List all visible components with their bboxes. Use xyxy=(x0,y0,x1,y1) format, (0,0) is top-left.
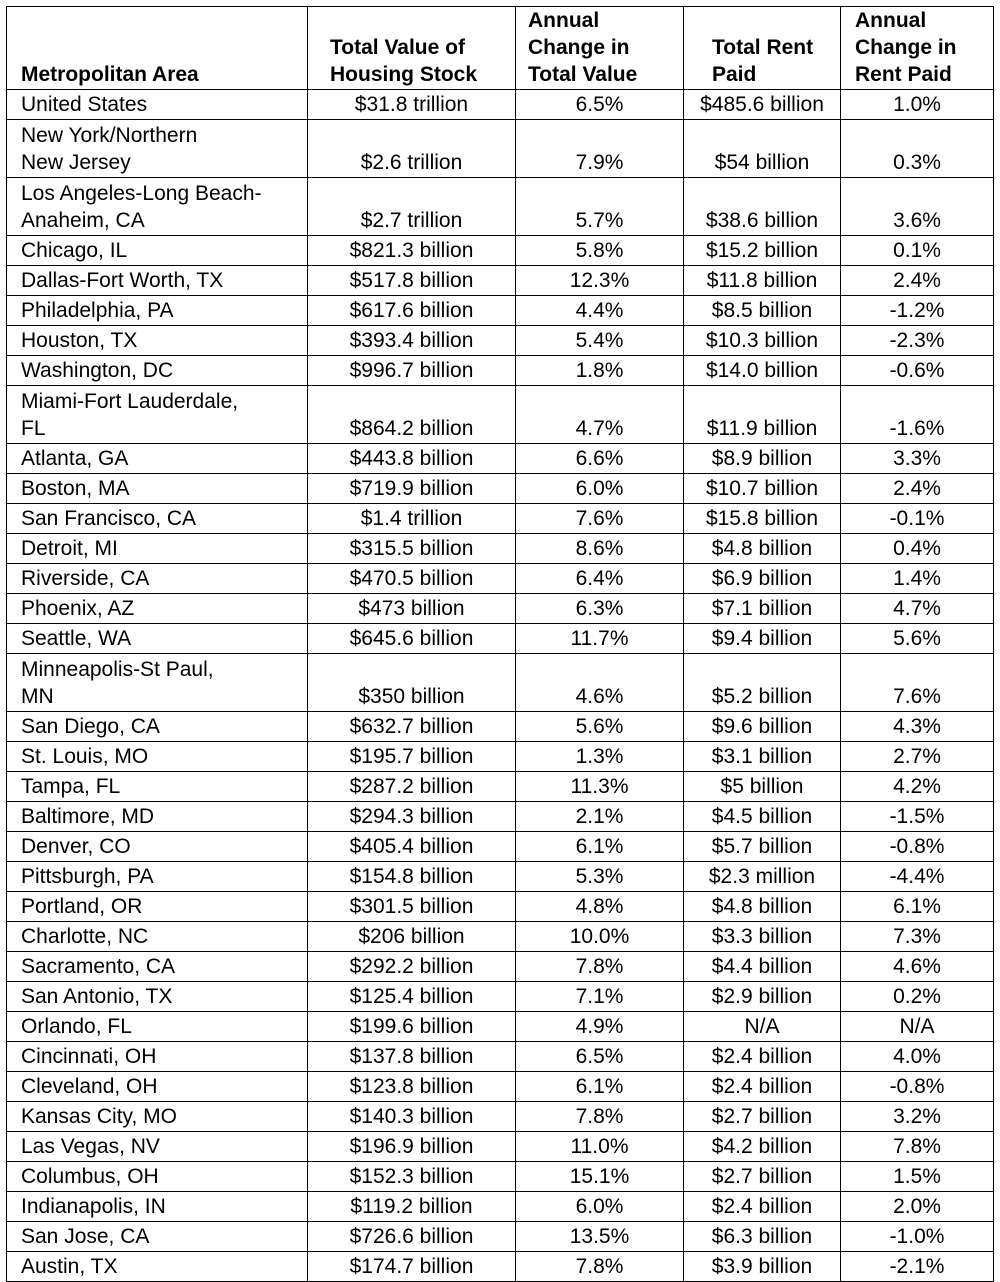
total-rent-cell: $485.6 billion xyxy=(684,90,841,120)
value-change-cell: 6.1% xyxy=(516,832,684,862)
rent-change-cell: -1.5% xyxy=(841,802,994,832)
table-row xyxy=(7,444,994,474)
header-line: Paid xyxy=(712,63,757,86)
total-rent-cell: $2.4 billion xyxy=(684,1192,841,1222)
total-value-cell: $294.3 billion xyxy=(308,802,516,832)
area-name-line: Washington, DC xyxy=(21,359,174,382)
total-value-cell: $350 billion xyxy=(308,654,516,712)
metropolitan-area-cell xyxy=(7,1222,308,1252)
total-rent-cell: N/A xyxy=(684,1012,841,1042)
rent-change-cell: 0.1% xyxy=(841,236,994,266)
rent-change-cell: 7.6% xyxy=(841,654,994,712)
value-change-cell: 5.7% xyxy=(516,178,684,236)
table-row xyxy=(7,90,994,120)
area-name-line: Riverside, CA xyxy=(21,567,150,590)
area-name-line: San Francisco, CA xyxy=(21,507,197,530)
area-name-line: Las Vegas, NV xyxy=(21,1135,160,1158)
rent-change-cell: 4.6% xyxy=(841,952,994,982)
rent-change-cell: 2.7% xyxy=(841,742,994,772)
table-row xyxy=(7,236,994,266)
total-value-cell: $726.6 billion xyxy=(308,1222,516,1252)
table-row xyxy=(7,1042,994,1072)
metropolitan-area-cell xyxy=(7,564,308,594)
value-change-cell: 4.9% xyxy=(516,1012,684,1042)
area-name-line: Columbus, OH xyxy=(21,1165,159,1188)
rent-change-cell: 1.0% xyxy=(841,90,994,120)
area-name-line: St. Louis, MO xyxy=(21,745,149,768)
area-name-line: Portland, OR xyxy=(21,895,143,918)
total-value-cell: $405.4 billion xyxy=(308,832,516,862)
total-value-cell: $206 billion xyxy=(308,922,516,952)
rent-change-cell: N/A xyxy=(841,1012,994,1042)
table-row xyxy=(7,356,994,386)
total-value-cell: $292.2 billion xyxy=(308,952,516,982)
rent-change-cell: -0.6% xyxy=(841,356,994,386)
header-line: Total Value of xyxy=(330,36,465,59)
total-rent-cell: $3.9 billion xyxy=(684,1252,841,1282)
value-change-cell: 10.0% xyxy=(516,922,684,952)
rent-change-cell: 1.5% xyxy=(841,1162,994,1192)
table-row xyxy=(7,386,994,444)
area-name-line: Minneapolis-St Paul, xyxy=(21,658,214,681)
area-name-line: Dallas-Fort Worth, TX xyxy=(21,269,224,292)
metropolitan-area-cell xyxy=(7,236,308,266)
area-name-line: Pittsburgh, PA xyxy=(21,865,154,888)
rent-change-cell: 3.6% xyxy=(841,178,994,236)
header-line: Total Value xyxy=(528,63,638,86)
metropolitan-area-cell xyxy=(7,1102,308,1132)
total-value-cell: $123.8 billion xyxy=(308,1072,516,1102)
total-value-cell: $617.6 billion xyxy=(308,296,516,326)
metropolitan-area-cell xyxy=(7,1072,308,1102)
housing-data-table xyxy=(6,6,994,1282)
area-name-line: Sacramento, CA xyxy=(21,955,176,978)
total-value-cell: $393.4 billion xyxy=(308,326,516,356)
table-body xyxy=(7,90,994,1282)
total-value-cell: $301.5 billion xyxy=(308,892,516,922)
metropolitan-area-cell xyxy=(7,802,308,832)
area-name-line: Seattle, WA xyxy=(21,627,132,650)
metropolitan-area-cell xyxy=(7,474,308,504)
table-row xyxy=(7,1072,994,1102)
metropolitan-area-cell xyxy=(7,356,308,386)
table-row xyxy=(7,862,994,892)
area-name-line: New Jersey xyxy=(21,151,131,174)
value-change-cell: 6.5% xyxy=(516,1042,684,1072)
value-change-cell: 7.8% xyxy=(516,1102,684,1132)
table-row xyxy=(7,178,994,236)
total-value-cell: $152.3 billion xyxy=(308,1162,516,1192)
total-rent-cell: $2.9 billion xyxy=(684,982,841,1012)
metropolitan-area-cell xyxy=(7,594,308,624)
total-rent-cell: $2.7 billion xyxy=(684,1102,841,1132)
area-name-line: Cleveland, OH xyxy=(21,1075,158,1098)
value-change-cell: 2.1% xyxy=(516,802,684,832)
table-row xyxy=(7,564,994,594)
total-rent-cell: $5 billion xyxy=(684,772,841,802)
rent-change-cell: 2.0% xyxy=(841,1192,994,1222)
area-name-line: Atlanta, GA xyxy=(21,447,129,470)
value-change-cell: 4.7% xyxy=(516,386,684,444)
rent-change-cell: 6.1% xyxy=(841,892,994,922)
value-change-cell: 4.6% xyxy=(516,654,684,712)
header-line: Annual xyxy=(528,9,600,32)
table-row xyxy=(7,1222,994,1252)
table-row xyxy=(7,1162,994,1192)
metropolitan-area-cell xyxy=(7,1132,308,1162)
table-row xyxy=(7,1132,994,1162)
table-row xyxy=(7,266,994,296)
table-row xyxy=(7,654,994,712)
rent-change-cell: -1.0% xyxy=(841,1222,994,1252)
total-value-cell: $632.7 billion xyxy=(308,712,516,742)
total-rent-cell: $2.3 million xyxy=(684,862,841,892)
total-rent-cell: $3.1 billion xyxy=(684,742,841,772)
total-value-cell: $473 billion xyxy=(308,594,516,624)
metropolitan-area-cell xyxy=(7,982,308,1012)
area-name-line: MN xyxy=(21,685,54,708)
value-change-cell: 7.8% xyxy=(516,1252,684,1282)
total-value-cell: $864.2 billion xyxy=(308,386,516,444)
area-name-line: Indianapolis, IN xyxy=(21,1195,166,1218)
rent-change-cell: 3.3% xyxy=(841,444,994,474)
value-change-cell: 6.4% xyxy=(516,564,684,594)
total-value-cell: $195.7 billion xyxy=(308,742,516,772)
table-row xyxy=(7,892,994,922)
header-line: Change in xyxy=(855,36,957,59)
rent-change-cell: 0.4% xyxy=(841,534,994,564)
table-row xyxy=(7,982,994,1012)
rent-change-cell: 4.7% xyxy=(841,594,994,624)
total-value-cell: $125.4 billion xyxy=(308,982,516,1012)
metropolitan-area-cell xyxy=(7,1252,308,1282)
total-value-cell: $287.2 billion xyxy=(308,772,516,802)
value-change-cell: 11.0% xyxy=(516,1132,684,1162)
table-row xyxy=(7,120,994,178)
total-value-cell: $199.6 billion xyxy=(308,1012,516,1042)
value-change-cell: 5.3% xyxy=(516,862,684,892)
metropolitan-area-cell xyxy=(7,1162,308,1192)
table-row xyxy=(7,296,994,326)
header-annual-change-rent xyxy=(841,7,994,90)
table-row xyxy=(7,832,994,862)
value-change-cell: 11.7% xyxy=(516,624,684,654)
rent-change-cell: -0.1% xyxy=(841,504,994,534)
rent-change-cell: -0.8% xyxy=(841,1072,994,1102)
rent-change-cell: -1.6% xyxy=(841,386,994,444)
value-change-cell: 6.1% xyxy=(516,1072,684,1102)
metropolitan-area-cell xyxy=(7,90,308,120)
value-change-cell: 6.6% xyxy=(516,444,684,474)
metropolitan-area-cell xyxy=(7,266,308,296)
area-name-line: Denver, CO xyxy=(21,835,131,858)
value-change-cell: 6.5% xyxy=(516,90,684,120)
table-row xyxy=(7,1102,994,1132)
area-name-line: Phoenix, AZ xyxy=(21,597,135,620)
total-value-cell: $119.2 billion xyxy=(308,1192,516,1222)
value-change-cell: 4.8% xyxy=(516,892,684,922)
value-change-cell: 7.9% xyxy=(516,120,684,178)
metropolitan-area-cell xyxy=(7,712,308,742)
metropolitan-area-cell xyxy=(7,832,308,862)
total-value-cell: $996.7 billion xyxy=(308,356,516,386)
rent-change-cell: -0.8% xyxy=(841,832,994,862)
area-name-line: Philadelphia, PA xyxy=(21,299,174,322)
total-rent-cell: $4.2 billion xyxy=(684,1132,841,1162)
rent-change-cell: 1.4% xyxy=(841,564,994,594)
header-annual-change-value xyxy=(516,7,684,90)
total-value-cell: $2.7 trillion xyxy=(308,178,516,236)
total-value-cell: $140.3 billion xyxy=(308,1102,516,1132)
value-change-cell: 13.5% xyxy=(516,1222,684,1252)
area-name-line: Orlando, FL xyxy=(21,1015,132,1038)
total-rent-cell: $2.4 billion xyxy=(684,1072,841,1102)
total-value-cell: $443.8 billion xyxy=(308,444,516,474)
metropolitan-area-cell xyxy=(7,1192,308,1222)
metropolitan-area-cell xyxy=(7,772,308,802)
value-change-cell: 1.3% xyxy=(516,742,684,772)
rent-change-cell: 5.6% xyxy=(841,624,994,654)
metropolitan-area-cell xyxy=(7,1012,308,1042)
total-value-cell: $31.8 trillion xyxy=(308,90,516,120)
total-value-cell: $2.6 trillion xyxy=(308,120,516,178)
table-row xyxy=(7,1012,994,1042)
value-change-cell: 7.1% xyxy=(516,982,684,1012)
total-rent-cell: $9.4 billion xyxy=(684,624,841,654)
rent-change-cell: 7.3% xyxy=(841,922,994,952)
total-value-cell: $1.4 trillion xyxy=(308,504,516,534)
total-rent-cell: $9.6 billion xyxy=(684,712,841,742)
total-rent-cell: $2.4 billion xyxy=(684,1042,841,1072)
rent-change-cell: 0.2% xyxy=(841,982,994,1012)
area-name-line: San Diego, CA xyxy=(21,715,160,738)
total-value-cell: $174.7 billion xyxy=(308,1252,516,1282)
header-total-rent xyxy=(684,7,841,90)
total-rent-cell: $2.7 billion xyxy=(684,1162,841,1192)
metropolitan-area-cell xyxy=(7,120,308,178)
area-name-line: Houston, TX xyxy=(21,329,138,352)
table-row xyxy=(7,474,994,504)
value-change-cell: 7.8% xyxy=(516,952,684,982)
total-rent-cell: $11.9 billion xyxy=(684,386,841,444)
total-rent-cell: $11.8 billion xyxy=(684,266,841,296)
header-total-value xyxy=(308,7,516,90)
total-rent-cell: $3.3 billion xyxy=(684,922,841,952)
table-row xyxy=(7,624,994,654)
header-line: Housing Stock xyxy=(330,63,478,86)
rent-change-cell: -4.4% xyxy=(841,862,994,892)
total-rent-cell: $8.5 billion xyxy=(684,296,841,326)
rent-change-cell: 4.0% xyxy=(841,1042,994,1072)
total-value-cell: $645.6 billion xyxy=(308,624,516,654)
table-row xyxy=(7,1192,994,1222)
value-change-cell: 8.6% xyxy=(516,534,684,564)
metropolitan-area-cell xyxy=(7,862,308,892)
area-name-line: Miami-Fort Lauderdale, xyxy=(21,390,239,413)
header-line: Metropolitan Area xyxy=(21,63,199,86)
total-rent-cell: $38.6 billion xyxy=(684,178,841,236)
area-name-line: Tampa, FL xyxy=(21,775,121,798)
metropolitan-area-cell xyxy=(7,534,308,564)
rent-change-cell: 7.8% xyxy=(841,1132,994,1162)
area-name-line: Los Angeles-Long Beach- xyxy=(21,182,262,205)
table-row xyxy=(7,534,994,564)
metropolitan-area-cell xyxy=(7,742,308,772)
area-name-line: Kansas City, MO xyxy=(21,1105,177,1128)
table-row xyxy=(7,922,994,952)
total-rent-cell: $4.5 billion xyxy=(684,802,841,832)
area-name-line: Detroit, MI xyxy=(21,537,118,560)
rent-change-cell: -2.1% xyxy=(841,1252,994,1282)
area-name-line: Charlotte, NC xyxy=(21,925,149,948)
area-name-line: Chicago, IL xyxy=(21,239,128,262)
table-row xyxy=(7,742,994,772)
area-name-line: New York/Northern xyxy=(21,124,198,147)
table-row xyxy=(7,326,994,356)
area-name-line: San Antonio, TX xyxy=(21,985,173,1008)
rent-change-cell: 3.2% xyxy=(841,1102,994,1132)
total-value-cell: $821.3 billion xyxy=(308,236,516,266)
metropolitan-area-cell xyxy=(7,386,308,444)
total-rent-cell: $15.2 billion xyxy=(684,236,841,266)
table-row xyxy=(7,772,994,802)
metropolitan-area-cell xyxy=(7,296,308,326)
metropolitan-area-cell xyxy=(7,1042,308,1072)
total-rent-cell: $14.0 billion xyxy=(684,356,841,386)
rent-change-cell: 0.3% xyxy=(841,120,994,178)
total-rent-cell: $7.1 billion xyxy=(684,594,841,624)
value-change-cell: 4.4% xyxy=(516,296,684,326)
metropolitan-area-cell xyxy=(7,952,308,982)
value-change-cell: 12.3% xyxy=(516,266,684,296)
metropolitan-area-cell xyxy=(7,654,308,712)
area-name-line: Boston, MA xyxy=(21,477,130,500)
value-change-cell: 5.8% xyxy=(516,236,684,266)
header-metropolitan-area xyxy=(7,7,308,90)
total-rent-cell: $4.8 billion xyxy=(684,892,841,922)
total-value-cell: $470.5 billion xyxy=(308,564,516,594)
area-name-line: FL xyxy=(21,417,46,440)
table-row xyxy=(7,712,994,742)
area-name-line: Baltimore, MD xyxy=(21,805,155,828)
total-rent-cell: $54 billion xyxy=(684,120,841,178)
value-change-cell: 5.6% xyxy=(516,712,684,742)
table-row xyxy=(7,504,994,534)
total-value-cell: $154.8 billion xyxy=(308,862,516,892)
header-line: Change in xyxy=(528,36,630,59)
value-change-cell: 11.3% xyxy=(516,772,684,802)
value-change-cell: 7.6% xyxy=(516,504,684,534)
total-rent-cell: $10.7 billion xyxy=(684,474,841,504)
header-row xyxy=(7,7,994,90)
header-line: Total Rent xyxy=(712,36,814,59)
rent-change-cell: 2.4% xyxy=(841,266,994,296)
total-rent-cell: $6.3 billion xyxy=(684,1222,841,1252)
value-change-cell: 6.3% xyxy=(516,594,684,624)
total-rent-cell: $8.9 billion xyxy=(684,444,841,474)
total-rent-cell: $5.7 billion xyxy=(684,832,841,862)
total-value-cell: $196.9 billion xyxy=(308,1132,516,1162)
rent-change-cell: 4.3% xyxy=(841,712,994,742)
metropolitan-area-cell xyxy=(7,444,308,474)
total-rent-cell: $4.8 billion xyxy=(684,534,841,564)
table-row xyxy=(7,802,994,832)
value-change-cell: 6.0% xyxy=(516,1192,684,1222)
total-rent-cell: $5.2 billion xyxy=(684,654,841,712)
total-value-cell: $315.5 billion xyxy=(308,534,516,564)
total-value-cell: $517.8 billion xyxy=(308,266,516,296)
value-change-cell: 15.1% xyxy=(516,1162,684,1192)
table-row xyxy=(7,952,994,982)
area-name-line: United States xyxy=(21,93,148,116)
area-name-line: Cincinnati, OH xyxy=(21,1045,157,1068)
header-line: Rent Paid xyxy=(855,63,952,86)
total-rent-cell: $15.8 billion xyxy=(684,504,841,534)
metropolitan-area-cell xyxy=(7,892,308,922)
metropolitan-area-cell xyxy=(7,624,308,654)
area-name-line: Anaheim, CA xyxy=(21,209,145,232)
metropolitan-area-cell xyxy=(7,326,308,356)
total-rent-cell: $6.9 billion xyxy=(684,564,841,594)
total-value-cell: $719.9 billion xyxy=(308,474,516,504)
area-name-line: Austin, TX xyxy=(21,1255,118,1278)
rent-change-cell: -1.2% xyxy=(841,296,994,326)
rent-change-cell: 2.4% xyxy=(841,474,994,504)
value-change-cell: 1.8% xyxy=(516,356,684,386)
rent-change-cell: 4.2% xyxy=(841,772,994,802)
total-rent-cell: $10.3 billion xyxy=(684,326,841,356)
table-row xyxy=(7,1252,994,1282)
total-rent-cell: $4.4 billion xyxy=(684,952,841,982)
metropolitan-area-cell xyxy=(7,178,308,236)
metropolitan-area-cell xyxy=(7,922,308,952)
table-row xyxy=(7,594,994,624)
header-line: Annual xyxy=(855,9,927,32)
value-change-cell: 5.4% xyxy=(516,326,684,356)
total-value-cell: $137.8 billion xyxy=(308,1042,516,1072)
metropolitan-area-cell xyxy=(7,504,308,534)
rent-change-cell: -2.3% xyxy=(841,326,994,356)
value-change-cell: 6.0% xyxy=(516,474,684,504)
area-name-line: San Jose, CA xyxy=(21,1225,150,1248)
